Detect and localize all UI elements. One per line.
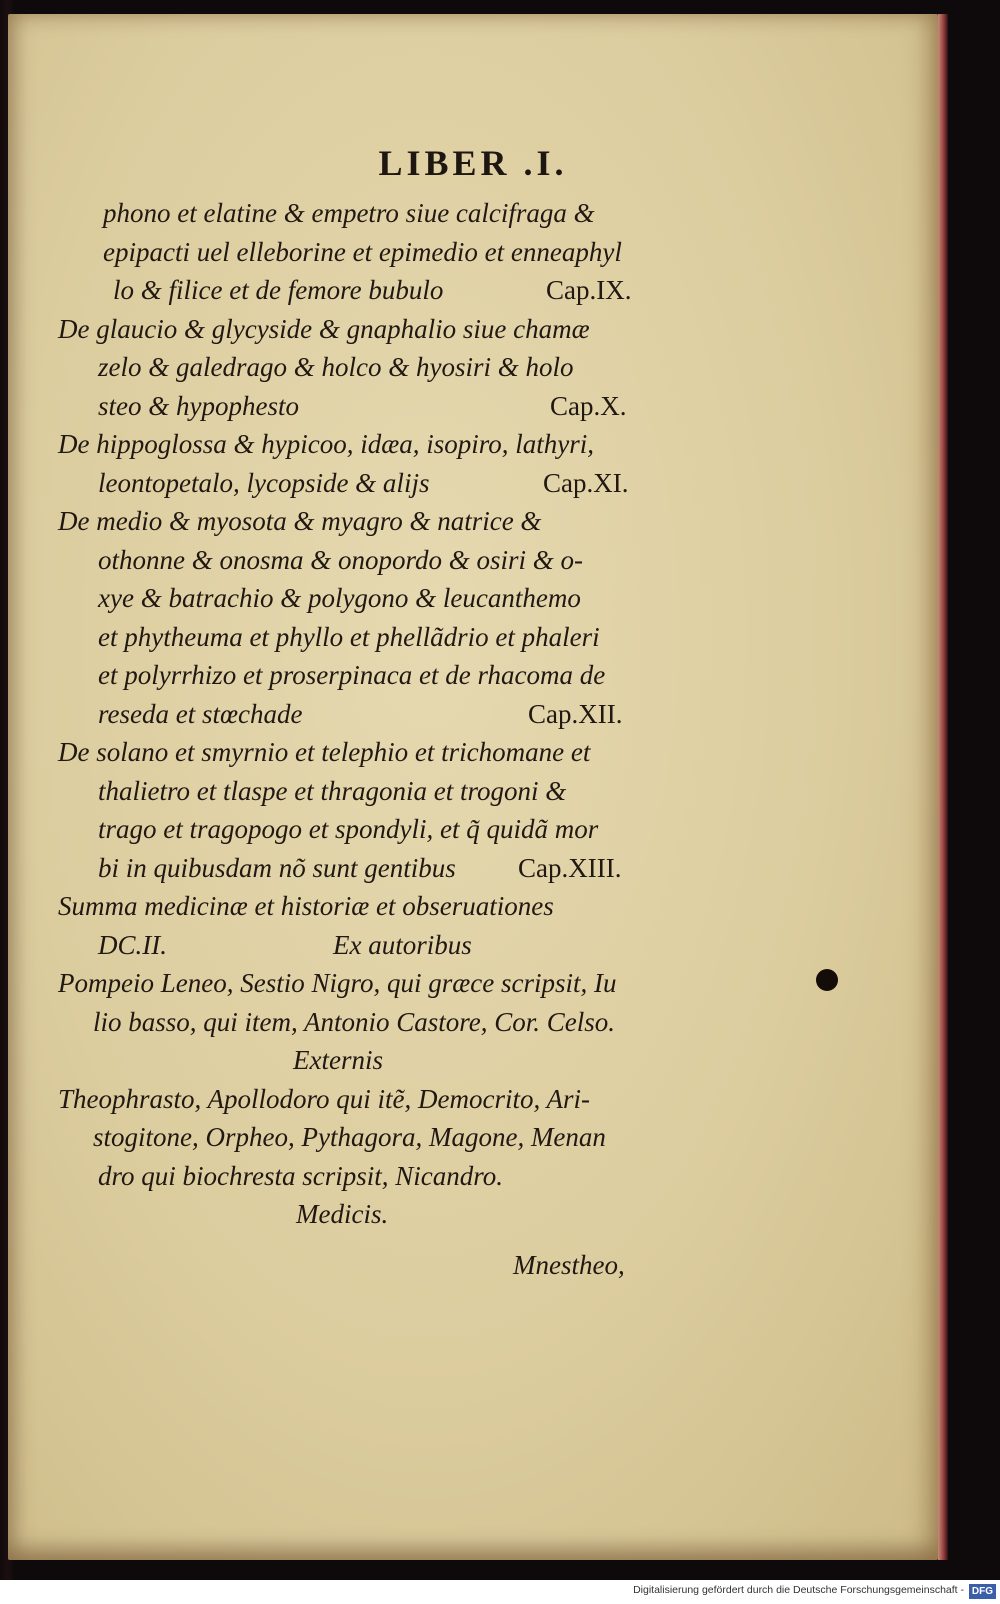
toc-chapter-label: Medicis. bbox=[296, 1199, 389, 1229]
toc-line bbox=[58, 926, 678, 965]
toc-line bbox=[58, 1080, 678, 1119]
toc-line-text: DC.II. bbox=[98, 929, 167, 960]
toc-line-text: De glaucio & glycyside & gnaphalio siue chamæ bbox=[58, 313, 590, 344]
toc-line bbox=[58, 1118, 678, 1157]
toc-line-text: zelo & galedrago & holco & hyosiri & holo bbox=[98, 352, 574, 382]
toc-line bbox=[58, 810, 678, 849]
toc-chapter-label: Cap.IX. bbox=[546, 275, 632, 305]
toc-line-text: et polyrrhizo et proserpinaca et de rhacoma de bbox=[98, 660, 606, 690]
toc-line-text: epipacti uel elleborine et epimedio et enneaphyl bbox=[103, 236, 622, 267]
toc-line bbox=[58, 618, 678, 657]
toc-chapter-label: Cap.XI. bbox=[543, 467, 629, 498]
toc-line bbox=[58, 464, 678, 503]
toc-line bbox=[58, 348, 678, 387]
toc-line-text: stogitone, Orpheo, Pythagora, Magone, Menan bbox=[93, 1122, 606, 1152]
toc-line bbox=[58, 579, 678, 618]
toc-line bbox=[58, 1195, 678, 1234]
toc-line bbox=[58, 849, 678, 888]
table-of-contents-text bbox=[58, 194, 678, 1234]
toc-line-text: othonne & onosma & onopordo & osiri & o- bbox=[98, 544, 584, 575]
toc-line-text: reseda et stœchade bbox=[98, 698, 303, 729]
toc-chapter-label: Externis bbox=[293, 1045, 383, 1075]
ink-blot bbox=[816, 969, 838, 991]
toc-line-text: steo & hypophesto bbox=[98, 390, 299, 421]
toc-chapter-label: Cap.X. bbox=[550, 390, 627, 421]
toc-line-text: trago et tragopogo et spondyli, et q̃ quidã mor bbox=[98, 814, 599, 844]
toc-line-text: lo & filice et de femore bubulo bbox=[113, 275, 444, 305]
toc-line-text: dro qui biochresta scripsit, Nicandro. bbox=[98, 1160, 503, 1191]
toc-line bbox=[58, 194, 678, 233]
toc-line-text: phono et elatine & empetro siue calcifraga & bbox=[103, 198, 595, 228]
catchword: Mnestheo, bbox=[513, 1250, 625, 1280]
toc-line bbox=[58, 1003, 678, 1042]
toc-line bbox=[58, 271, 678, 310]
toc-line-text: De hippoglossa & hypicoo, idæa, isopiro, lathyri, bbox=[58, 429, 594, 459]
running-head: LIBER .I. bbox=[378, 143, 568, 183]
toc-chapter-label: Cap.XIII. bbox=[518, 852, 622, 883]
toc-chapter-label: Ex autoribus bbox=[333, 929, 472, 960]
footer-credit: Digitalisierung gefördert durch die Deutsche Forschungsgemeinschaft - bbox=[633, 1584, 964, 1596]
book-page bbox=[8, 14, 938, 1560]
toc-line bbox=[58, 425, 678, 464]
toc-line-text: lio basso, qui item, Antonio Castore, Cor. Celso. bbox=[93, 1006, 616, 1037]
toc-line bbox=[58, 772, 678, 811]
dfg-logo-icon: DFG bbox=[969, 1584, 996, 1599]
toc-line bbox=[58, 1041, 678, 1080]
toc-line-text: Theophrasto, Apollodoro qui itẽ, Democrito, Ari- bbox=[58, 1083, 590, 1114]
toc-line-text: Pompeio Leneo, Sestio Nigro, qui græce scripsit, Iu bbox=[58, 968, 617, 998]
toc-line-text: Summa medicinæ et historiæ et obseruationes bbox=[58, 891, 554, 921]
page-edge bbox=[938, 14, 948, 1560]
toc-line-text: bi in quibusdam nõ sunt gentibus bbox=[98, 852, 456, 883]
toc-line bbox=[58, 695, 678, 734]
toc-line-text: et phytheuma et phyllo et phellãdrio et phaleri bbox=[98, 621, 600, 652]
toc-line bbox=[58, 310, 678, 349]
toc-line bbox=[58, 887, 678, 926]
toc-line-text: De solano et smyrnio et telephio et trichomane et bbox=[58, 737, 591, 767]
toc-line-text: De medio & myosota & myagro & natrice & bbox=[58, 506, 542, 536]
toc-line bbox=[58, 502, 678, 541]
toc-line-text: leontopetalo, lycopside & alijs bbox=[98, 467, 430, 498]
toc-line bbox=[58, 387, 678, 426]
toc-line bbox=[58, 964, 678, 1003]
toc-line bbox=[58, 733, 678, 772]
toc-line bbox=[58, 656, 678, 695]
toc-line-text: xye & batrachio & polygono & leucanthemo bbox=[98, 583, 581, 613]
toc-line bbox=[58, 233, 678, 272]
footer-bar bbox=[0, 1580, 1000, 1604]
toc-line bbox=[58, 541, 678, 580]
toc-line-text: thalietro et tlaspe et thragonia et trogoni & bbox=[98, 775, 567, 806]
toc-line bbox=[58, 1157, 678, 1196]
toc-chapter-label: Cap.XII. bbox=[528, 698, 623, 729]
